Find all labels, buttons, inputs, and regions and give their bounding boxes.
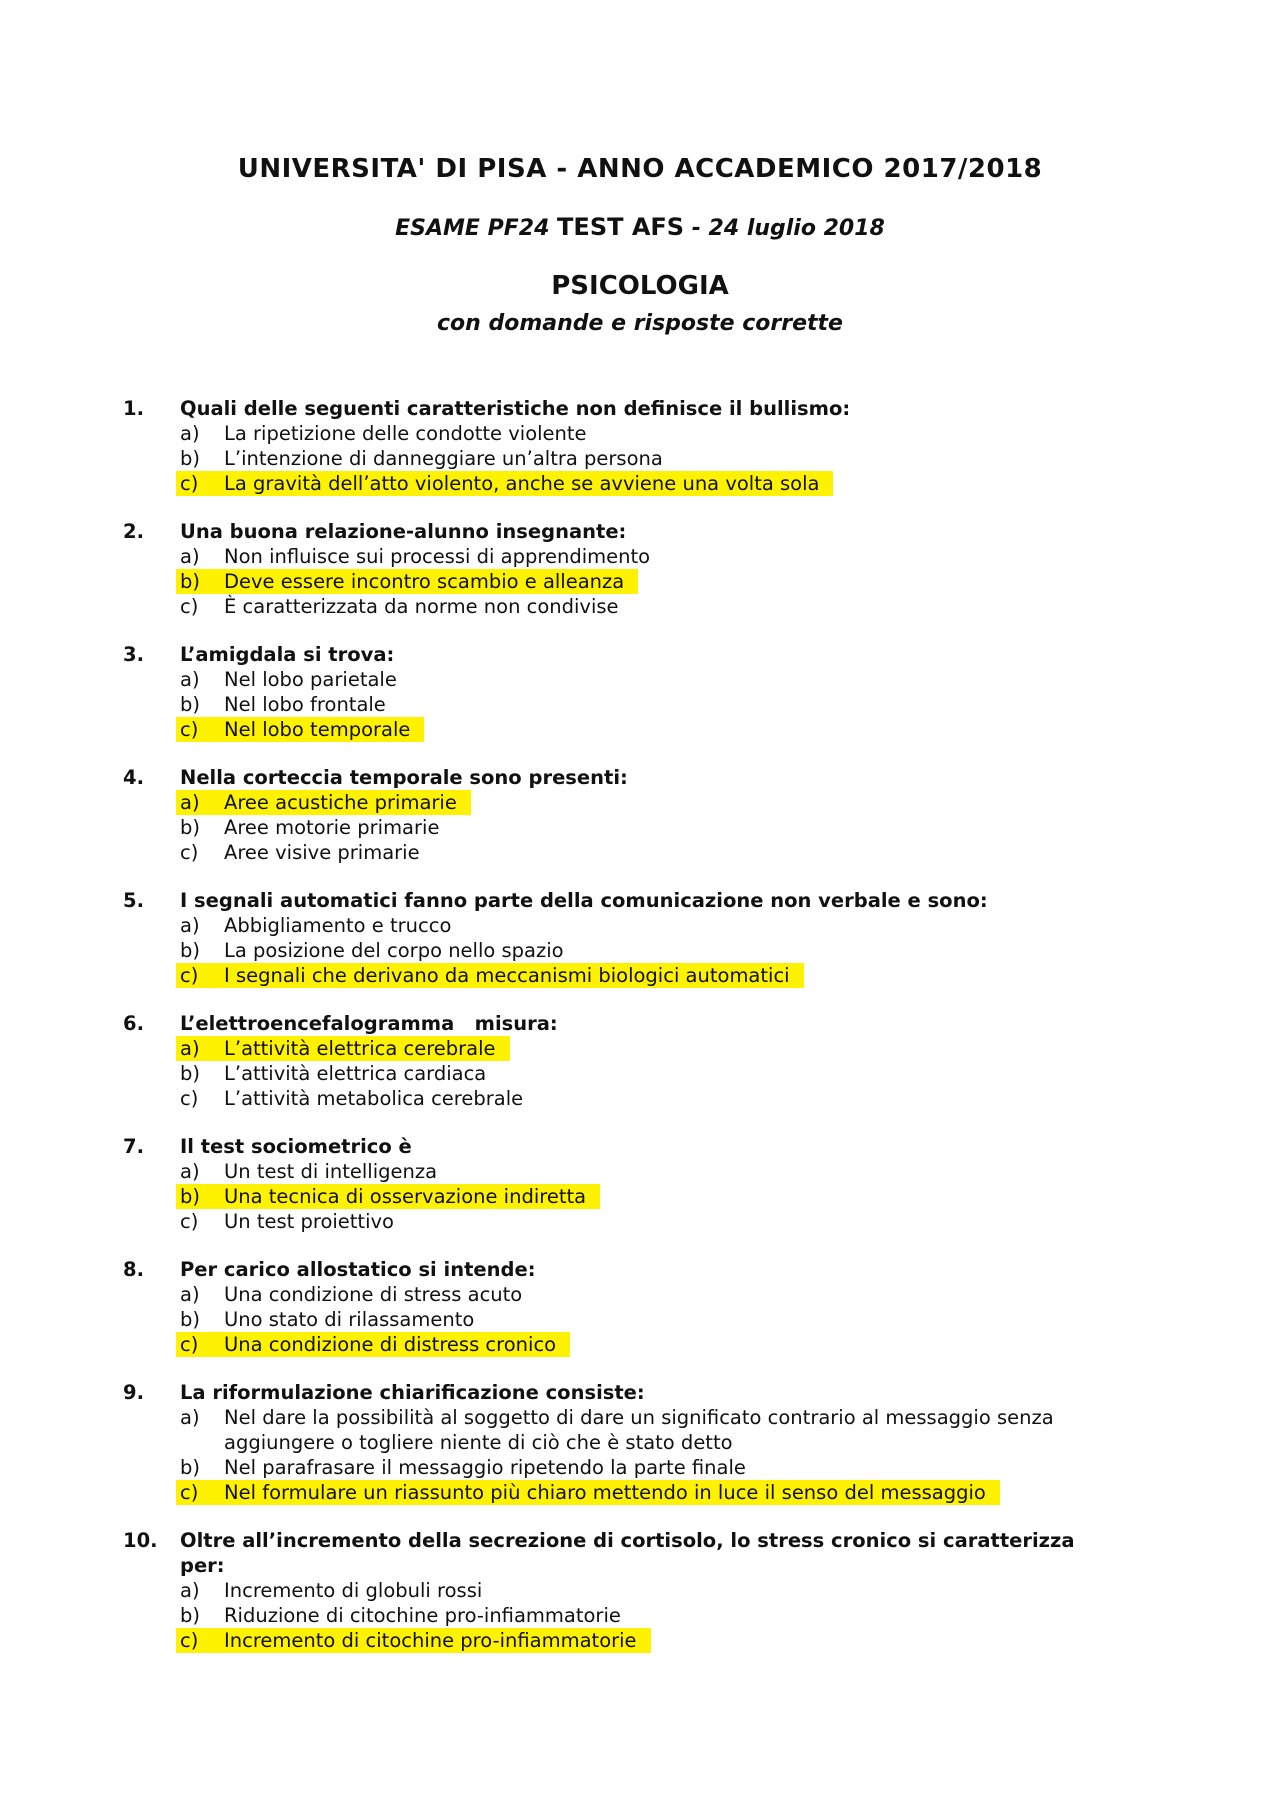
document-header [0, 150, 1280, 340]
option-text: Non influisce sui processi di apprendimento [224, 545, 651, 568]
answer-option [120, 1578, 1120, 1603]
question-number: 1. [123, 397, 144, 420]
option-text: Una tecnica di osservazione indiretta [176, 1184, 600, 1209]
exam-code: ESAME PF24 [395, 216, 550, 241]
correct-answer-option [120, 1628, 1120, 1653]
answer-option [120, 840, 1120, 865]
question-item [120, 1257, 1120, 1357]
question-item [120, 888, 1120, 988]
option-letter: c) [176, 717, 198, 742]
question-item [120, 765, 1120, 865]
question-item [120, 1134, 1120, 1234]
answer-option [120, 1061, 1120, 1086]
option-letter: b) [180, 816, 200, 839]
answer-option [120, 1209, 1120, 1234]
university-title: UNIVERSITA' DI PISA - ANNO ACCADEMICO 2017/2018 [237, 154, 1043, 184]
option-letter: a) [180, 1579, 200, 1602]
answer-option [120, 594, 1120, 619]
option-text: Aree visive primarie [224, 841, 420, 864]
option-letter: c) [176, 1628, 198, 1653]
correct-answer-option [120, 717, 1120, 742]
answer-option [120, 1086, 1120, 1111]
question-number: 5. [123, 889, 144, 912]
option-text: L’attività elettrica cerebrale [176, 1036, 510, 1061]
option-letter: b) [180, 1308, 200, 1331]
option-text: Abbigliamento e trucco [224, 914, 452, 937]
option-letter: a) [180, 1406, 200, 1429]
option-text: Incremento di citochine pro-infiammatorie [176, 1628, 651, 1653]
option-text: Aree motorie primarie [224, 816, 440, 839]
option-text: La posizione del corpo nello spazio [224, 939, 564, 962]
option-text: Un test di intelligenza [224, 1160, 438, 1183]
answer-option [120, 1307, 1120, 1332]
correct-answer-option [120, 1480, 1120, 1505]
option-letter: c) [180, 1087, 199, 1110]
question-item [120, 396, 1120, 496]
option-text: Deve essere incontro scambio e alleanza [176, 569, 638, 594]
question-text: Oltre all’incremento della secrezione di cortisolo, lo stress cronico si caratterizza per: [180, 1529, 1082, 1577]
option-text: L’intenzione di danneggiare un’altra persona [224, 447, 663, 470]
exam-test-name: TEST AFS [557, 213, 685, 241]
answer-option [120, 1159, 1120, 1184]
option-letter: a) [180, 1283, 200, 1306]
option-letter: a) [180, 914, 200, 937]
answer-option [120, 913, 1120, 938]
option-letter: a) [180, 545, 200, 568]
option-text: Incremento di globuli rossi [224, 1579, 483, 1602]
question-text: L’amigdala si trova: [180, 643, 395, 666]
option-text: Una condizione di distress cronico [176, 1332, 570, 1357]
option-letter: b) [180, 939, 200, 962]
question-list [120, 396, 1120, 1676]
option-letter: b) [180, 1456, 200, 1479]
question-number: 6. [123, 1012, 144, 1035]
option-text: Riduzione di citochine pro-infiammatorie [224, 1604, 621, 1627]
question-heading [120, 1134, 1120, 1159]
option-letter: a) [176, 1036, 200, 1061]
question-heading [120, 1257, 1120, 1282]
option-text: È caratterizzata da norme non condivise [224, 595, 619, 618]
exam-title [0, 210, 1280, 244]
question-number: 3. [123, 643, 144, 666]
option-text: Un test proiettivo [224, 1210, 394, 1233]
option-letter: b) [180, 693, 200, 716]
correct-answer-option [120, 1036, 1120, 1061]
question-heading [120, 765, 1120, 790]
answer-option [120, 1405, 1120, 1455]
correct-answer-option [120, 1184, 1120, 1209]
option-text: L’attività elettrica cardiaca [224, 1062, 487, 1085]
question-heading [120, 1528, 1120, 1578]
question-number: 4. [123, 766, 144, 789]
option-letter: c) [180, 1210, 199, 1233]
option-letter: b) [180, 1604, 200, 1627]
option-text: La gravità dell’atto violento, anche se avviene una volta sola [176, 471, 833, 496]
answer-option [120, 815, 1120, 840]
option-letter: c) [180, 595, 199, 618]
option-text: Nel lobo frontale [224, 693, 386, 716]
option-text: Uno stato di rilassamento [224, 1308, 475, 1331]
option-letter: c) [176, 963, 198, 988]
question-item [120, 1011, 1120, 1111]
option-text: L’attività metabolica cerebrale [224, 1087, 524, 1110]
option-text: Aree acustiche primarie [176, 790, 471, 815]
question-text: Il test sociometrico è [180, 1135, 412, 1158]
correct-answer-option [120, 1332, 1120, 1357]
question-text: I segnali automatici fanno parte della comunicazione non verbale e sono: [180, 889, 988, 912]
answer-option [120, 446, 1120, 471]
question-text: La riformulazione chiarificazione consiste: [180, 1381, 645, 1404]
option-letter: b) [180, 447, 200, 470]
question-number: 7. [123, 1135, 144, 1158]
question-text: Nella corteccia temporale sono presenti: [180, 766, 628, 789]
option-letter: a) [176, 790, 200, 815]
question-text: L’elettroencefalogramma misura: [180, 1012, 558, 1035]
option-letter: a) [180, 1160, 200, 1183]
option-letter: a) [180, 422, 200, 445]
answer-option [120, 1455, 1120, 1480]
option-text: I segnali che derivano da meccanismi biologici automatici [176, 963, 804, 988]
question-heading [120, 642, 1120, 667]
option-letter: c) [176, 1480, 198, 1505]
question-number: 8. [123, 1258, 144, 1281]
answer-option [120, 667, 1120, 692]
answer-option [120, 692, 1120, 717]
option-text: Nel lobo parietale [224, 668, 397, 691]
question-number: 10. [123, 1529, 158, 1552]
correct-answer-option [120, 963, 1120, 988]
option-letter: c) [180, 841, 199, 864]
question-item [120, 642, 1120, 742]
subject-title: PSICOLOGIA [551, 271, 729, 301]
question-item [120, 519, 1120, 619]
answer-option [120, 421, 1120, 446]
answer-option [120, 1603, 1120, 1628]
question-item [120, 1528, 1120, 1653]
answer-option [120, 938, 1120, 963]
option-letter: c) [176, 1332, 198, 1357]
question-heading [120, 519, 1120, 544]
question-heading [120, 888, 1120, 913]
answer-option [120, 1282, 1120, 1307]
exam-date: - 24 luglio 2018 [691, 216, 885, 241]
option-text: Nel parafrasare il messaggio ripetendo la parte finale [224, 1456, 746, 1479]
question-number: 2. [123, 520, 144, 543]
option-text: Una condizione di stress acuto [224, 1283, 523, 1306]
subject-subtitle: con domande e risposte corrette [437, 311, 843, 336]
option-text: La ripetizione delle condotte violente [224, 422, 587, 445]
question-text: Quali delle seguenti caratteristiche non definisce il bullismo: [180, 397, 851, 420]
correct-answer-option [120, 569, 1120, 594]
option-letter: c) [176, 471, 198, 496]
option-letter: b) [176, 1184, 200, 1209]
question-text: Una buona relazione-alunno insegnante: [180, 520, 627, 543]
option-letter: a) [180, 668, 200, 691]
question-heading [120, 1011, 1120, 1036]
question-text: Per carico allostatico si intende: [180, 1258, 536, 1281]
option-text: Nel lobo temporale [176, 717, 424, 742]
question-heading [120, 1380, 1120, 1405]
question-number: 9. [123, 1381, 144, 1404]
correct-answer-option [120, 790, 1120, 815]
answer-option [120, 544, 1120, 569]
option-letter: b) [176, 569, 200, 594]
question-heading [120, 396, 1120, 421]
option-text: Nel dare la possibilità al soggetto di dare un significato contrario al messaggio senza aggiungere o togliere niente di ciò che è stato detto [224, 1406, 1054, 1454]
correct-answer-option [120, 471, 1120, 496]
option-letter: b) [180, 1062, 200, 1085]
question-item [120, 1380, 1120, 1505]
option-text: Nel formulare un riassunto più chiaro mettendo in luce il senso del messaggio [176, 1480, 1000, 1505]
